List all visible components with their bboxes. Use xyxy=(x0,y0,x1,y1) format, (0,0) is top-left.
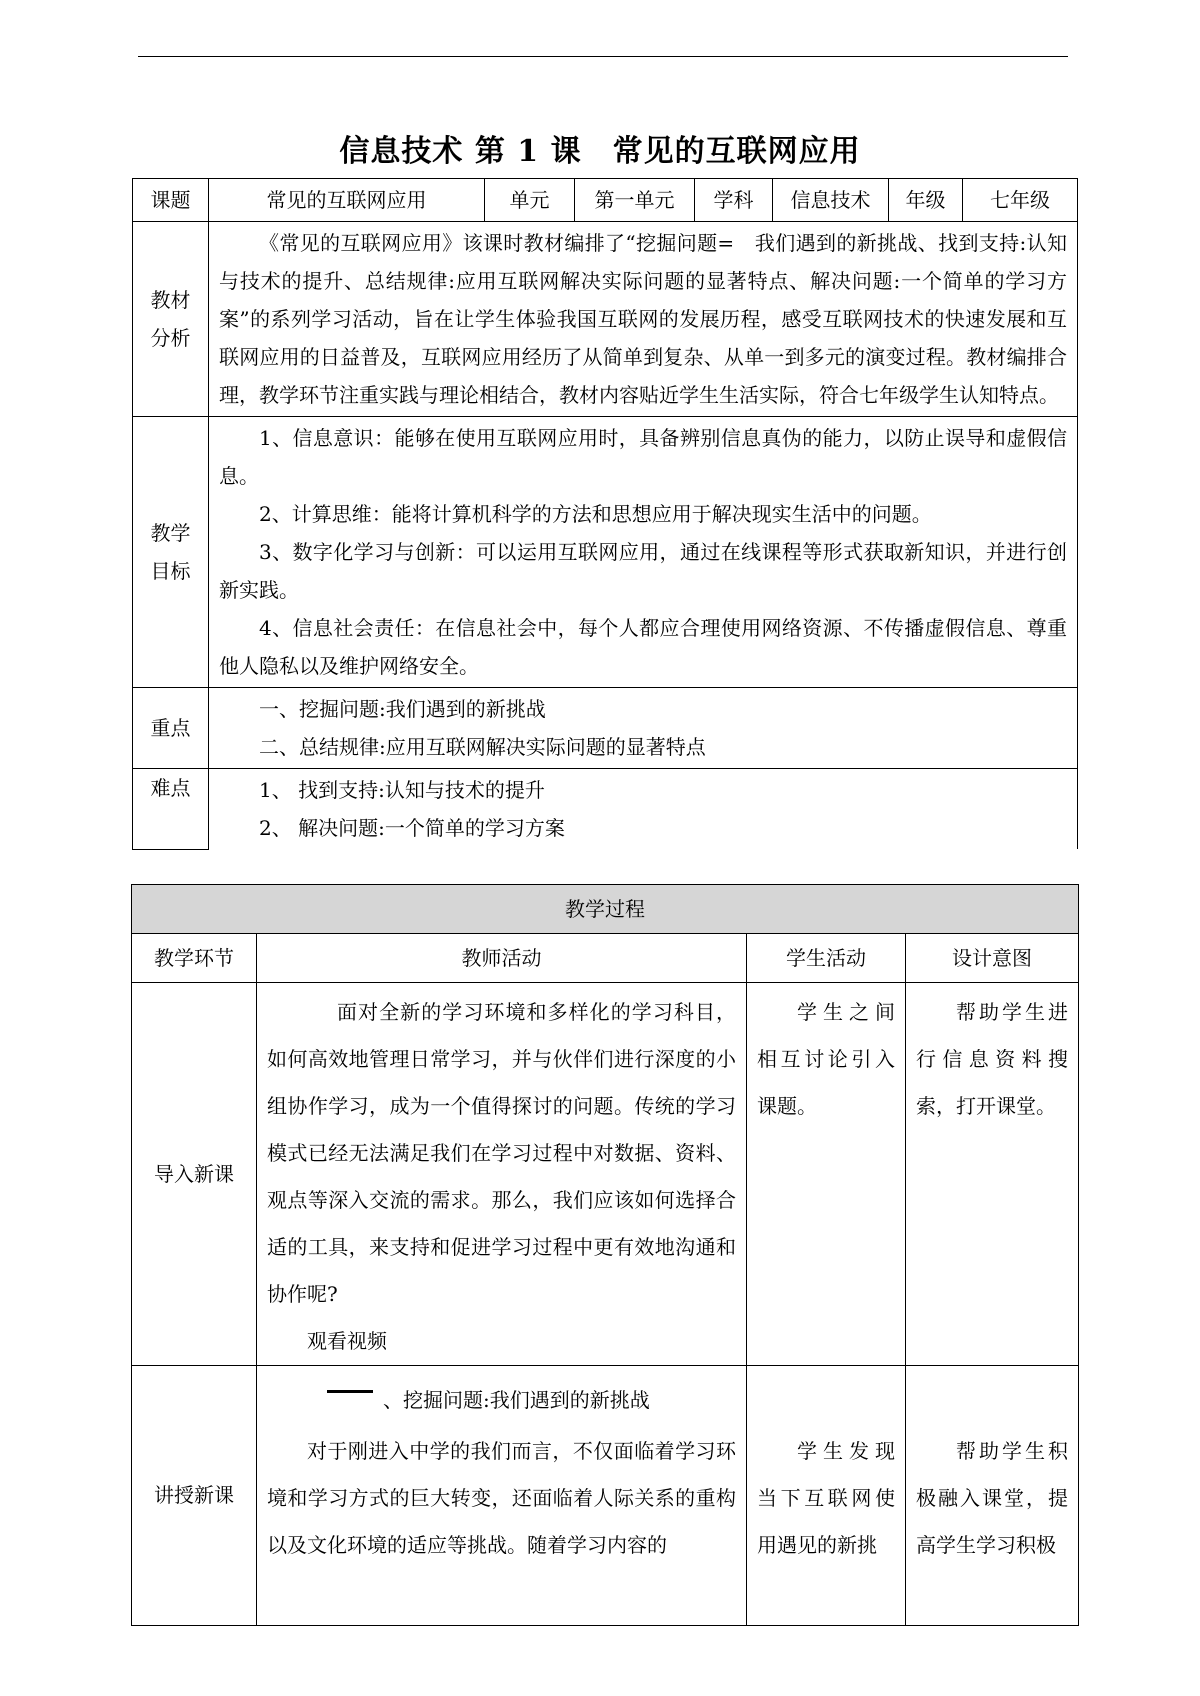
goal-item: 3、数字化学习与创新：可以运用互联网应用，通过在线课程等形式获取新知识，并进行创新实践。 xyxy=(219,540,1067,602)
design-intent xyxy=(906,983,1079,1366)
student-activity-text: 学生发现当下互联网使用遇见的新挑 xyxy=(757,1439,895,1557)
process-banner: 教学过程 xyxy=(132,885,1079,934)
teacher-activity xyxy=(257,1366,747,1626)
difficulties-content xyxy=(209,769,1078,850)
analysis-label-line-1: 教材 xyxy=(150,288,191,312)
key-points-label: 重点 xyxy=(133,688,209,769)
analysis-text: 《常见的互联网应用》该课时教材编排了“挖掘问题= 我们遇到的新挑战、找到支持:认知与技术的提升、总结规律:应用互联网解决实际问题的显著特点、解决问题:一个简单的学习方案”的系列学习活动，旨在让学生体验我国互联网的发展历程，感受互联网技术的快速发展和互联网应用的日益普及，互联网应用经历了从简单到复杂、从单一到多元的演变过程。教材编排合理，教学环节注重实践与理论相结合，教材内容贴近学生生活实际，符合七年级学生认知特点。 xyxy=(219,231,1067,407)
col-header-stage: 教学环节 xyxy=(132,934,257,983)
topic-label: 课题 xyxy=(133,179,209,222)
goals-content xyxy=(209,417,1078,688)
difficulties-row xyxy=(133,769,1078,850)
process-header-row xyxy=(132,934,1079,983)
analysis-label xyxy=(133,222,209,417)
stage-label: 讲授新课 xyxy=(132,1366,257,1626)
difficulty-item: 1、 找到支持:认知与技术的提升 xyxy=(259,778,545,802)
student-activity xyxy=(747,1366,906,1626)
info-row xyxy=(133,179,1078,222)
page-title: 信息技术 第 1 课 常见的互联网应用 xyxy=(339,134,861,169)
analysis-row xyxy=(133,222,1078,417)
process-row-intro xyxy=(132,983,1079,1366)
grade-label: 年级 xyxy=(889,179,963,222)
goal-item: 2、计算思维：能将计算机科学的方法和思想应用于解决现实生活中的问题。 xyxy=(259,502,932,526)
difficulties-label: 难点 xyxy=(133,769,209,850)
goal-item: 4、信息社会责任：在信息社会中，每个人都应合理使用网络资源、不传播虚假信息、尊重他人隐私以及维护网络安全。 xyxy=(219,616,1067,678)
teaching-process-table xyxy=(131,884,1079,1626)
goals-label-line-1: 教学 xyxy=(150,521,191,545)
goals-row xyxy=(133,417,1078,688)
section-number-mark xyxy=(327,1390,373,1393)
process-row-new-lesson xyxy=(132,1366,1079,1626)
process-banner-row xyxy=(132,885,1079,934)
teacher-activity xyxy=(257,983,747,1366)
header-rule xyxy=(138,56,1068,57)
key-points-content xyxy=(209,688,1078,769)
col-header-student: 学生活动 xyxy=(747,934,906,983)
topic-value: 常见的互联网应用 xyxy=(209,179,485,222)
difficulty-item: 2、 解决问题:一个简单的学习方案 xyxy=(259,816,565,840)
section-heading xyxy=(267,1372,736,1428)
student-activity xyxy=(747,983,906,1366)
grade-value: 七年级 xyxy=(963,179,1078,222)
lesson-info-table xyxy=(132,178,1078,850)
analysis-content xyxy=(209,222,1078,417)
teacher-activity-extra: 观看视频 xyxy=(307,1329,387,1353)
goals-label-line-2: 目标 xyxy=(150,559,191,583)
key-point-item: 一、挖掘问题:我们遇到的新挑战 xyxy=(259,697,546,721)
design-intent-text: 帮助学生积极融入课堂，提高学生学习积极 xyxy=(916,1439,1068,1557)
subject-value: 信息技术 xyxy=(773,179,889,222)
unit-label: 单元 xyxy=(485,179,575,222)
col-header-teacher: 教师活动 xyxy=(257,934,747,983)
design-intent-text: 帮助学生进行信息资料搜索，打开课堂。 xyxy=(916,1000,1068,1118)
unit-value: 第一单元 xyxy=(575,179,695,222)
col-header-intent: 设计意图 xyxy=(906,934,1079,983)
analysis-label-line-2: 分析 xyxy=(150,326,191,350)
stage-label: 导入新课 xyxy=(132,983,257,1366)
key-points-row xyxy=(133,688,1078,769)
teacher-activity-text: 面对全新的学习环境和多样化的学习科目，如何高效地管理日常学习，并与伙伴们进行深度的小组协作学习，成为一个值得探讨的问题。传统的学习模式已经无法满足我们在学习过程中对数据、资料、观点等深入交流的需求。那么，我们应该如何选择合适的工具，来支持和促进学习过程中更有效地沟通和协作呢? xyxy=(267,1000,736,1306)
goal-item: 1、信息意识：能够在使用互联网应用时，具备辨别信息真伪的能力，以防止误导和虚假信息。 xyxy=(219,426,1067,488)
teacher-activity-text: 对于刚进入中学的我们而言，不仅面临着学习环境和学习方式的巨大转变，还面临着人际关系的重构以及文化环境的适应等挑战。随着学习内容的 xyxy=(267,1439,736,1557)
section-heading-text: 、挖掘问题:我们遇到的新挑战 xyxy=(383,1388,650,1412)
student-activity-text: 学生之间相互讨论引入课题。 xyxy=(757,1000,895,1118)
design-intent xyxy=(906,1366,1079,1626)
goals-label xyxy=(133,417,209,688)
key-point-item: 二、总结规律:应用互联网解决实际问题的显著特点 xyxy=(259,735,706,759)
subject-label: 学科 xyxy=(695,179,773,222)
